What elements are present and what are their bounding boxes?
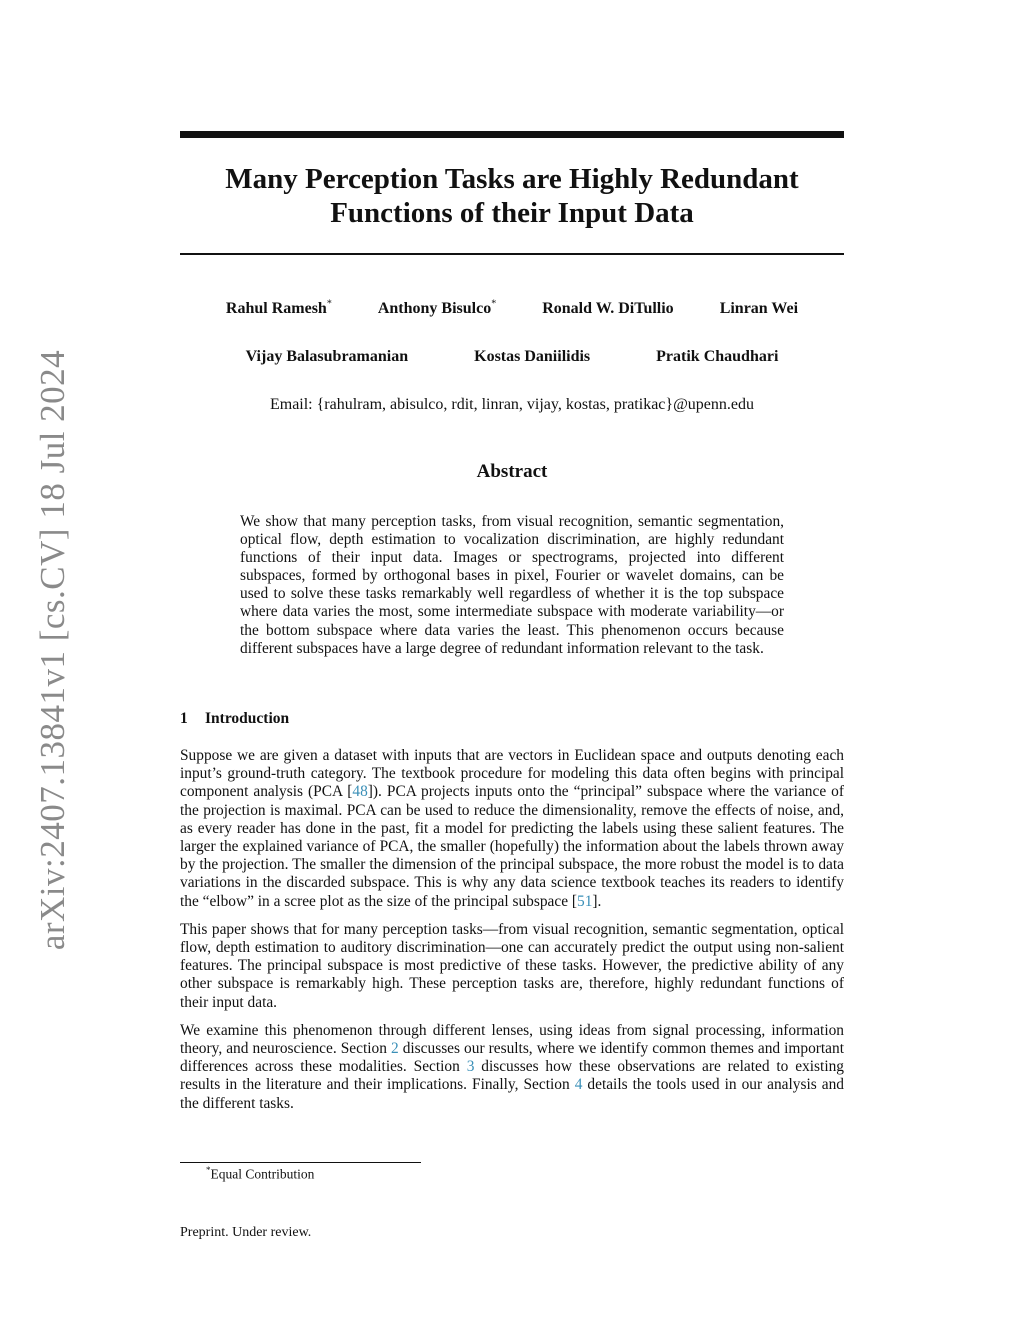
section-ref-link[interactable]: 2 — [390, 1040, 399, 1058]
authors-row-1 — [180, 300, 844, 318]
citation-link[interactable]: 51 — [577, 892, 593, 910]
section-title: Introduction — [205, 710, 290, 727]
footnote-rule — [180, 1162, 421, 1163]
author: Vijay Balasubramanian — [245, 348, 409, 365]
abstract-heading: Abstract — [476, 461, 548, 482]
introduction-body — [180, 747, 844, 1123]
section-number: 1 — [180, 710, 188, 727]
paragraph-1: Suppose we are given a dataset with inputs that are vectors in Euclidean space and outputs denoting each input’s ground-truth category. The textbook procedure for modeling this data often begins with principal component analysis (PCA [48]). PCA projects inputs onto the “principal” subspace where the variance of the projection is maximal. PCA can be used to reduce the dimensionality, remove the effects of noise, and, as every reader has done in the past, fit a model for predicting the labels using these salient features. The larger the explained variance of PCA, the smaller (hopefully) the information about the labels thrown away by the projection. The smaller the dimension of the principal subspace, the more robust the model is to data variations in the discarded subspace. This is why any data science textbook teaches its readers to identify the “elbow” in a scree plot as the size of the principal subspace [51]. — [180, 747, 844, 910]
title-bottom-rule — [180, 253, 844, 255]
title-line-1: Many Perception Tasks are Highly Redundant — [225, 163, 799, 195]
title-top-rule — [180, 131, 844, 138]
footnote: *Equal Contribution — [206, 1165, 315, 1182]
author-emails: Email: {rahulram, abisulco, rdit, linran, vijay, kostas, pratikac}@upenn.edu — [269, 396, 755, 413]
section-ref-link[interactable]: 4 — [574, 1076, 583, 1094]
title-line-2: Functions of their Input Data — [330, 197, 694, 229]
paragraph-2: This paper shows that for many perception tasks—from visual recognition, semantic segmentation, optical flow, depth estimation to auditory discrimination—one can accurately predict the output using non-salient features. The principal subspace is most predictive of these tasks. However, the predictive ability of any other subspace is remarkably high. These perception tasks are, therefore, highly redundant functions of their input data. — [180, 920, 844, 1011]
author: Kostas Daniilidis — [474, 348, 591, 365]
section-ref-link[interactable]: 3 — [466, 1058, 475, 1076]
citation-link[interactable]: 48 — [352, 783, 368, 801]
author: Linran Wei — [719, 300, 799, 317]
authors-row-2 — [180, 348, 844, 366]
author: Ronald W. DiTullio — [542, 300, 674, 317]
paragraph-3: We examine this phenomenon through different lenses, using ideas from signal processing, information theory, and neuroscience. Section 2 discusses our results, where we identify common themes and important differences across these modalities. Section 3 discusses how these observations are related to existing results in the literature and their implications. Finally, Section 4 details the tools used in our analysis and the different tasks. — [180, 1021, 844, 1112]
author: Anthony Bisulco* — [377, 298, 497, 317]
section-heading — [180, 710, 289, 728]
author: Pratik Chaudhari — [656, 348, 779, 365]
author: Rahul Ramesh* — [225, 298, 332, 317]
paper-title — [180, 162, 844, 230]
preprint-notice: Preprint. Under review. — [180, 1225, 312, 1240]
arxiv-stamp: arXiv:2407.13841v1 [cs.CV] 18 Jul 2024 — [33, 349, 72, 951]
abstract-text: We show that many perception tasks, from visual recognition, semantic segmentation, optical flow, depth estimation to vocalization discrimination, are highly redundant functions of their input data. Images or spectrograms, projected into different subspaces, formed by orthogonal bases in pixel, Fourier or wavelet domains, can be used to solve these tasks remarkably well regardless of whether it is the top subspace where data varies the most, some intermediate subspace with moderate variability—or the bottom subspace where data varies the least. This phenomenon occurs because different subspaces have a large degree of redundant information relevant to the task. — [240, 513, 784, 657]
